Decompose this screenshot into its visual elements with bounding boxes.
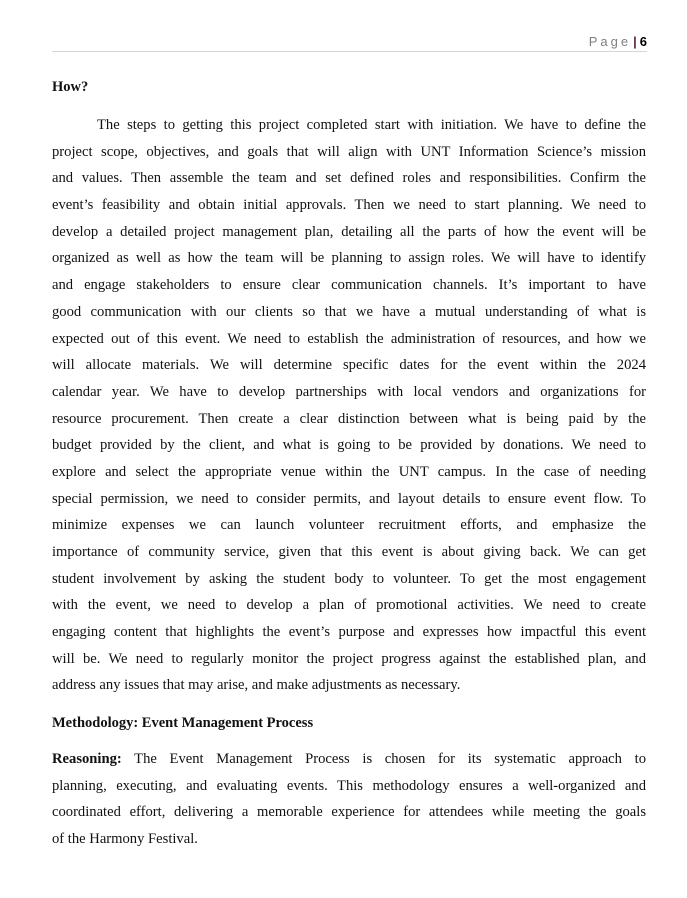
paragraph-line: planning, executing, and evaluating events. This methodology ensures a well-organized and: [52, 777, 646, 794]
how-paragraph: [52, 112, 646, 699]
paragraph-line: address any issues that may arise, and make adjustments as necessary.: [52, 677, 461, 694]
paragraph-line: good communication with our clients so that we have a mutual understanding of what is: [52, 303, 646, 320]
section-heading-how: How?: [52, 79, 89, 95]
paragraph-line: will allocate materials. We will determine specific dates for the event within the 2024: [52, 357, 646, 374]
paragraph-line: importance of community service, given that this event is about giving back. We can get: [52, 544, 646, 560]
paragraph-line: special permission, we need to consider permits, and layout details to ensure event flow. To: [52, 490, 646, 507]
paragraph-line: engaging content that highlights the event’s purpose and expresses how impactful this event: [52, 624, 646, 641]
paragraph-line: student involvement by asking the student body to volunteer. To get the most engagement: [52, 570, 646, 587]
page-header: [52, 34, 647, 52]
reasoning-paragraph: [52, 746, 646, 853]
section-heading-methodology: Methodology: Event Management Process: [52, 715, 314, 731]
paragraph-line: [52, 746, 646, 773]
paragraph-line: will be. We need to regularly monitor the project progress against the established plan, and: [52, 650, 646, 667]
paragraph-line: explore and select the appropriate venue within the UNT campus. In the case of needing: [52, 463, 646, 480]
line-text: The Event Management Process is chosen for its systematic approach to: [121, 751, 646, 767]
paragraph-line: expected out of this event. We need to establish the administration of resources, and how we: [52, 330, 646, 347]
paragraph-line: with the event, we need to develop a plan of promotional activities. We need to create: [52, 597, 646, 614]
paragraph-line: minimize expenses we can launch volunteer recruitment efforts, and emphasize the: [52, 517, 646, 534]
paragraph-line: calendar year. We have to develop partnerships with local vendors and organizations for: [52, 383, 646, 400]
paragraph-line: The steps to getting this project completed start with initiation. We have to define the: [97, 117, 646, 133]
reasoning-label: Reasoning:: [52, 751, 122, 767]
paragraph-line: resource procurement. Then create a clear distinction between what is being paid by the: [52, 410, 646, 427]
paragraph-line: and engage stakeholders to ensure clear communication channels. It’s important to have: [52, 277, 646, 294]
paragraph-line: coordinated effort, delivering a memorable experience for attendees while meeting the goals: [52, 804, 646, 821]
paragraph-line: develop a detailed project management plan, detailing all the parts of how the event will be: [52, 223, 646, 240]
page-label: Page: [588, 34, 632, 49]
paragraph-line: and values. Then assemble the team and set defined roles and responsibilities. Confirm the: [52, 170, 646, 187]
paragraph-line: event’s feasibility and obtain initial approvals. Then we need to start planning. We need to: [52, 197, 646, 214]
paragraph-line: organized as well as how the team will be planning to assign roles. We will have to identify: [52, 250, 646, 267]
paragraph-line: of the Harmony Festival.: [52, 831, 198, 848]
page-number: 6: [639, 34, 647, 49]
paragraph-line: budget provided by the client, and what is going to be provided by donations. We need to: [52, 437, 646, 454]
paragraph-line: project scope, objectives, and goals that will align with UNT Information Science’s mission: [52, 143, 646, 160]
header-divider: |: [633, 34, 637, 49]
